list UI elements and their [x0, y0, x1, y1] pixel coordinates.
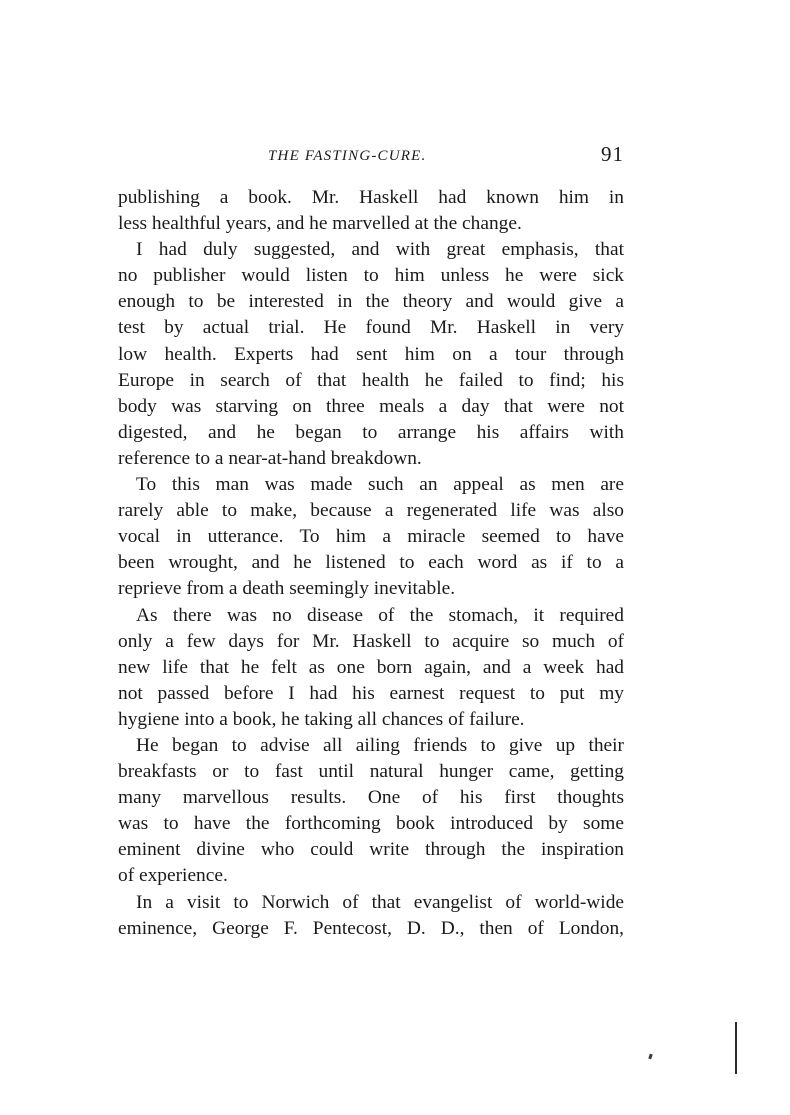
text-line: was to have the forthcoming book introduced by some	[118, 813, 624, 835]
scan-edge-mark	[735, 1022, 737, 1074]
text-line: many marvellous results. One of his first thoughts	[118, 787, 624, 809]
running-head	[118, 142, 624, 170]
paragraph-first-line: To this man was made such an appeal as men are	[136, 474, 624, 496]
text-line: no publisher would listen to him unless he were sick	[118, 265, 624, 287]
text-line: low health. Experts had sent him on a tour through	[118, 343, 624, 365]
text-line: new life that he felt as one born again, and a week had	[118, 656, 624, 678]
text-line: enough to be interested in the theory and would give a	[118, 291, 624, 313]
text-line: reprieve from a death seemingly inevitable.	[118, 578, 456, 600]
text-line: digested, and he began to arrange his affairs with	[118, 421, 624, 443]
text-line: eminence, George F. Pentecost, D. D., then of London,	[118, 917, 624, 939]
paragraph-first-line: In a visit to Norwich of that evangelist of world-wide	[136, 891, 624, 913]
page-number: 91	[601, 142, 624, 166]
paragraph-first-line: He began to advise all ailing friends to give up their	[136, 734, 624, 756]
running-title: THE FASTING-CURE.	[268, 148, 427, 164]
text-line: test by actual trial. He found Mr. Haskell in very	[118, 317, 624, 339]
paragraph-first-line: As there was no disease of the stomach, it required	[136, 604, 624, 626]
text-line: vocal in utterance. To him a miracle seemed to have	[118, 526, 624, 548]
body-text	[118, 185, 624, 942]
text-line: Europe in search of that health he failed to find; his	[118, 369, 624, 391]
text-line: hygiene into a book, he taking all chances of failure.	[118, 708, 525, 730]
text-line: only a few days for Mr. Haskell to acquire so much of	[118, 630, 624, 652]
text-line: not passed before I had his earnest request to put my	[118, 682, 624, 704]
text-line: less healthful years, and he marvelled at the change.	[118, 213, 522, 235]
scan-speck	[648, 1054, 653, 1060]
text-line: breakfasts or to fast until natural hunger came, getting	[118, 761, 624, 783]
text-line: of experience.	[118, 865, 228, 887]
paragraph-first-line: I had duly suggested, and with great emphasis, that	[136, 239, 624, 261]
text-line: rarely able to make, because a regenerated life was also	[118, 500, 624, 522]
text-line: eminent divine who could write through the inspiration	[118, 839, 624, 861]
text-line: reference to a near-at-hand breakdown.	[118, 447, 422, 469]
text-line: body was starving on three meals a day that were not	[118, 395, 624, 417]
text-line: been wrought, and he listened to each word as if to a	[118, 552, 624, 574]
text-line: publishing a book. Mr. Haskell had known him in	[118, 187, 624, 208]
